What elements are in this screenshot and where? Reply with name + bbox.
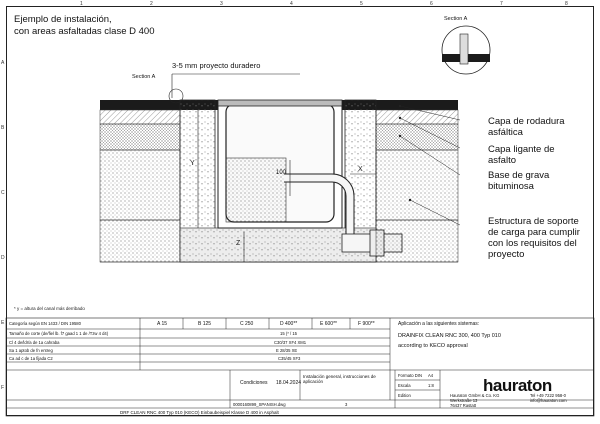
- row-3-label: Sa 1 aptob de fn entreg: [9, 348, 53, 353]
- callout-3-line2: bituminosa: [488, 181, 534, 192]
- format-label: Formato DIN: [398, 373, 422, 378]
- approval-note: according to KECO approval: [398, 343, 468, 349]
- grid-top-7: 7: [500, 1, 503, 7]
- section-a-label: Section A: [132, 74, 156, 80]
- drawing-date: 18.04.2024: [276, 380, 302, 386]
- grid-top-8: 8: [565, 1, 568, 7]
- class-b125: B 125: [198, 321, 212, 327]
- callout-2-line2: asfalto: [488, 155, 516, 166]
- class-a15: A 15: [157, 321, 168, 327]
- brand-name: hauraton: [483, 376, 552, 395]
- section-a-detail-label: Section A: [444, 16, 468, 22]
- dim-y: Y: [190, 160, 195, 167]
- class-c250: C 250: [240, 321, 254, 327]
- callout-3-line1: Base de grava: [488, 170, 550, 181]
- dim-x: X: [358, 166, 363, 173]
- grid-side-f: F: [1, 385, 5, 391]
- table-row-label: Categoría según EN 1433 / DIN 19580: [9, 321, 81, 326]
- phone: Tel +49 7222 958-0: [530, 393, 566, 398]
- grid-side-d: D: [1, 255, 5, 261]
- row-1-value: 15 (* / 15: [280, 331, 297, 336]
- callout-support: [488, 216, 580, 260]
- class-f900: F 900**: [358, 321, 375, 327]
- product-name: DRAINFIX CLEAN RNC 300, 400 Typ 010: [398, 333, 501, 339]
- email: info@hauraton.com: [530, 398, 567, 403]
- instructions: Instalación general, instrucciones de aplicación: [303, 374, 376, 384]
- footnote: * y = altura del canal más derribado: [14, 306, 85, 311]
- row-2-value: C30/37 XF4 XM1: [274, 340, 307, 345]
- row-2-label: Cl 4 de/ldr/a de 1a cahraba: [9, 340, 60, 345]
- callout-2-line1: Capa ligante de: [488, 144, 555, 155]
- callout-4-line1: Estructura de soporte: [488, 216, 579, 227]
- address-1: Hauraton GmbH & Co. KG: [450, 393, 500, 398]
- row-4-value: C35/45 XF3: [278, 356, 301, 361]
- address-3: 76437 Rastatt: [450, 403, 477, 408]
- grid-top-2: 2: [150, 1, 153, 7]
- scale-label: Escala: [398, 383, 411, 388]
- grid-side-b: B: [1, 125, 5, 131]
- callout-gravel: [488, 170, 549, 192]
- callout-1-line1: Capa de rodadura: [488, 116, 565, 127]
- callout-4-line2: de carga para cumplir: [488, 227, 580, 238]
- edition-label: Edition: [398, 393, 411, 398]
- class-e600: E 600**: [320, 321, 337, 327]
- grid-side-a: A: [1, 60, 5, 66]
- grid-side-e: E: [1, 320, 5, 326]
- address-2: Werkstraße 13: [450, 398, 478, 403]
- title-line-2: con areas asfaltadas clase D 400: [14, 26, 155, 37]
- file-name: 0000160899_SPANISH.dwg: [233, 402, 286, 407]
- grid-top-4: 4: [290, 1, 293, 7]
- grid-top-5: 5: [360, 1, 363, 7]
- row-3-value: E 28/35 XE: [276, 348, 298, 353]
- scale-value: 1:8: [428, 383, 434, 388]
- grid-top-6: 6: [430, 1, 433, 7]
- callout-binder: [488, 144, 555, 166]
- dim-note: 3-5 mm proyecto duradero: [172, 61, 261, 70]
- class-d400: D 400**: [280, 321, 298, 327]
- callout-4-line4: proyecto: [488, 249, 525, 260]
- callout-wearing-course: [488, 116, 565, 138]
- footer-title: DRF CLEAN RNC 400 Typ 010 (KECO) Einbaubeispiel Klasse D 400 in Asphalt: [120, 410, 279, 415]
- row-4-label: Ca ad c de 1a fijada C2: [9, 356, 53, 361]
- conditions-label: Condiciones: [240, 380, 268, 386]
- format-value: A4: [428, 373, 434, 378]
- callout-1-line2: asfáltica: [488, 127, 523, 138]
- sheet-number: 3: [345, 402, 348, 407]
- dim-100: 100: [276, 170, 287, 176]
- dim-z: Z: [236, 240, 241, 247]
- grid-side-c: C: [1, 190, 5, 196]
- callout-4-line3: con los requisitos del: [488, 238, 577, 249]
- grid-top-3: 3: [220, 1, 223, 7]
- title-line-1: Ejemplo de instalación,: [14, 14, 112, 25]
- applies-to: Aplicación a las siguientes sistemas:: [398, 321, 480, 327]
- row-1-label: Tamaño de corte (de/fiel lb. f7 gaad 1 1 de /Tzw 4 d4): [9, 331, 109, 336]
- grid-top-1: 1: [80, 1, 83, 7]
